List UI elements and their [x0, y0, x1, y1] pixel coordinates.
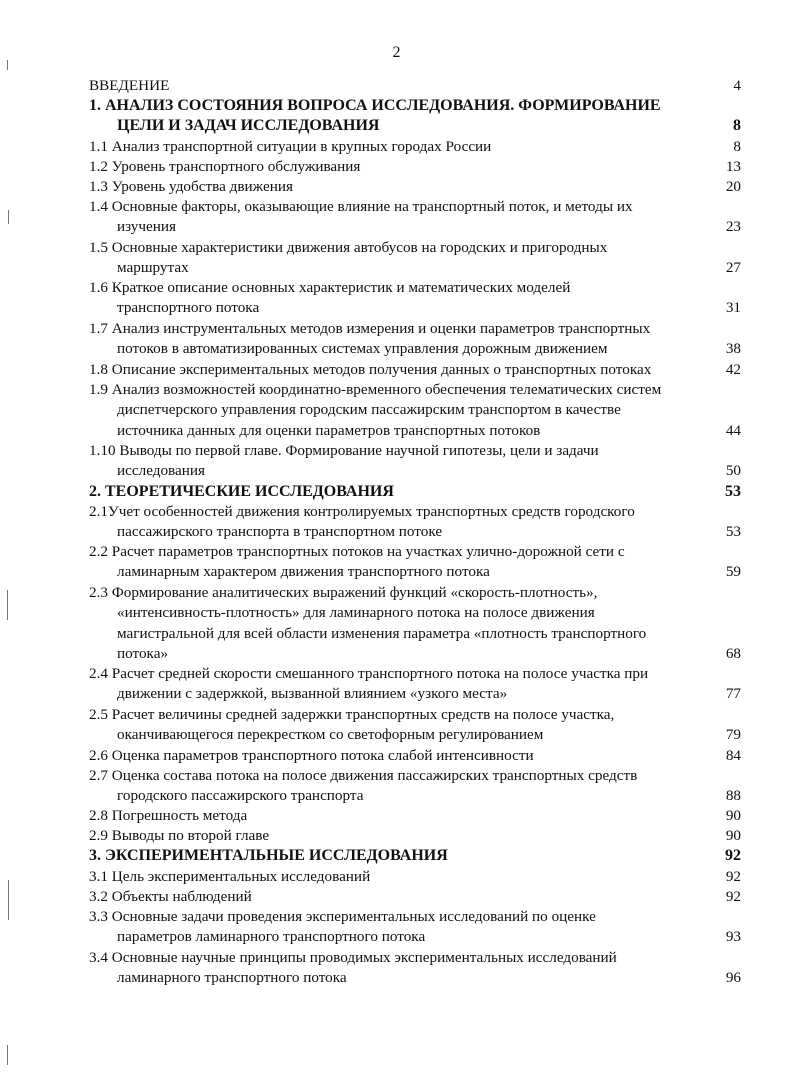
toc-entry-line: маршрутах [117, 259, 189, 277]
toc-page-number: 4 [733, 77, 741, 94]
toc-entry-line: 3.1 Цель экспериментальных исследований [89, 868, 371, 885]
scan-artifact [7, 1045, 8, 1065]
toc-entry-line: 1.2 Уровень транспортного обслуживания [89, 158, 361, 175]
toc-entry-line: исследования [117, 462, 206, 480]
toc-entry-line: 2.9 Выводы по второй главе [89, 827, 270, 844]
toc-entry-line: 1.1 Анализ транспортной ситуации в крупных городах России [89, 138, 492, 155]
toc-entry-line: 2.6 Оценка параметров транспортного потока слабой интенсивности [89, 747, 534, 764]
toc-page-number: 38 [725, 340, 741, 358]
toc-page-number: 84 [725, 747, 741, 764]
toc-entry-line: ЦЕЛИ И ЗАДАЧ ИССЛЕДОВАНИЯ [117, 117, 380, 135]
toc-page-number: 77 [725, 685, 741, 703]
toc-entry-line: 3. ЭКСПЕРИМЕНТАЛЬНЫЕ ИССЛЕДОВАНИЯ [89, 847, 448, 864]
toc-entry-line: движении с задержкой, вызванной влиянием «узкого места» [117, 685, 508, 703]
toc-entry-line: 2.4 Расчет средней скорости смешанного транспортного потока на полосе участка при [89, 665, 649, 682]
toc-entry-line: потока» [117, 645, 169, 663]
toc-entry-line: 1.10 Выводы по первой главе. Формирование научной гипотезы, цели и задачи [89, 442, 599, 459]
toc-page-number: 20 [725, 178, 741, 195]
toc-entry-line: 1. АНАЛИЗ СОСТОЯНИЯ ВОПРОСА ИССЛЕДОВАНИЯ. ФОРМИРОВАНИЕ [89, 97, 661, 114]
toc-entry-line: потоков в автоматизированных системах управления дорожным движением [117, 340, 608, 358]
scan-artifact [8, 210, 9, 224]
toc-entry-line: 2.3 Формирование аналитических выражений функций «скорость-плотность», [89, 584, 598, 601]
toc-entry-line: 3.2 Объекты наблюдений [89, 888, 252, 905]
toc-page-number: 93 [725, 928, 741, 946]
toc-entry-line: 1.8 Описание экспериментальных методов получения данных о транспортных потоках [89, 361, 652, 378]
toc-entry-line: оканчивающегося перекрестком со светофорным регулированием [117, 726, 544, 744]
toc-entry-line: ВВЕДЕНИЕ [89, 77, 170, 94]
toc-entry-line: пассажирского транспорта в транспортном потоке [117, 523, 443, 541]
toc-entry-line: источника данных для оценки параметров транспортных потоков [117, 421, 541, 439]
toc-page-number: 96 [725, 969, 741, 987]
page-number: 2 [392, 44, 401, 61]
toc-entry-line: 2.8 Погрешность метода [89, 807, 248, 824]
toc-entry-line: 1.3 Уровень удобства движения [89, 178, 293, 195]
toc-page-number: 50 [725, 462, 741, 480]
toc-entry-line: магистральной для всей области изменения параметра «плотность транспортного [117, 624, 647, 642]
toc-page-number: 68 [725, 645, 741, 663]
toc-page-number: 8 [733, 138, 741, 155]
toc-entry-line: 3.3 Основные задачи проведения экспериментальных исследований по оценке [89, 908, 596, 925]
toc-entry-line: 2.1Учет особенностей движения контролируемых транспортных средств городского [89, 503, 635, 520]
toc-page-number: 79 [725, 726, 741, 744]
toc-page-number: 53 [725, 523, 741, 541]
toc-page-number: 92 [725, 847, 741, 864]
toc-entry-line: 2.7 Оценка состава потока на полосе движения пассажирских транспортных средств [89, 767, 638, 784]
toc-page-number: 90 [725, 827, 741, 844]
toc-page-number: 92 [725, 888, 741, 905]
toc-entry-line: 1.4 Основные факторы, оказывающие влияние на транспортный поток, и методы их [89, 198, 633, 215]
toc-entry-line: 1.6 Краткое описание основных характеристик и математических моделей [89, 279, 571, 296]
toc-entry-line: параметров ламинарного транспортного потока [117, 928, 426, 946]
toc-entry-line: диспетчерского управления городским пассажирским транспортом в качестве [117, 401, 621, 419]
toc-entry-line: 1.5 Основные характеристики движения автобусов на городских и пригородных [89, 239, 608, 256]
scan-artifact [7, 60, 8, 70]
toc-page-number: 23 [725, 218, 741, 236]
toc-page-number: 27 [725, 259, 741, 277]
scan-artifact [7, 590, 8, 620]
toc-page-number: 88 [725, 787, 741, 805]
toc-page-number: 92 [725, 868, 741, 885]
toc-entry-line: ламинарного транспортного потока [117, 969, 347, 987]
scan-artifact [8, 880, 9, 920]
toc-entry-line: 3.4 Основные научные принципы проводимых экспериментальных исследований [89, 949, 617, 966]
toc-page-number: 53 [725, 483, 741, 500]
toc-page-number: 44 [725, 421, 741, 439]
toc-entry-line: 1.7 Анализ инструментальных методов измерения и оценки параметров транспортных [89, 320, 651, 337]
toc-entry-line: ламинарным характером движения транспортного потока [117, 563, 490, 581]
toc-entry-line: 2. ТЕОРЕТИЧЕСКИЕ ИССЛЕДОВАНИЯ [89, 483, 394, 500]
toc-entry-line: 2.2 Расчет параметров транспортных потоков на участках улично-дорожной сети с [89, 543, 625, 560]
toc-page-number: 42 [725, 361, 741, 378]
toc-entry-line: «интенсивность-плотность» для ламинарного потока на полосе движения [117, 604, 595, 622]
toc-page-number: 8 [733, 117, 741, 135]
toc-entry-line: транспортного потока [117, 299, 260, 317]
toc-entry-line: изучения [117, 218, 177, 236]
toc-page-number: 90 [725, 807, 741, 824]
toc-entry-line: 1.9 Анализ возможностей координатно-временного обеспечения телематических систем [89, 381, 662, 398]
toc-page-number: 31 [725, 299, 741, 317]
toc-entry-line: городского пассажирского транспорта [117, 787, 364, 805]
toc-entry-line: 2.5 Расчет величины средней задержки транспортных средств на полосе участка, [89, 706, 615, 723]
toc-page-number: 59 [725, 563, 741, 581]
toc-page-number: 13 [725, 158, 741, 175]
